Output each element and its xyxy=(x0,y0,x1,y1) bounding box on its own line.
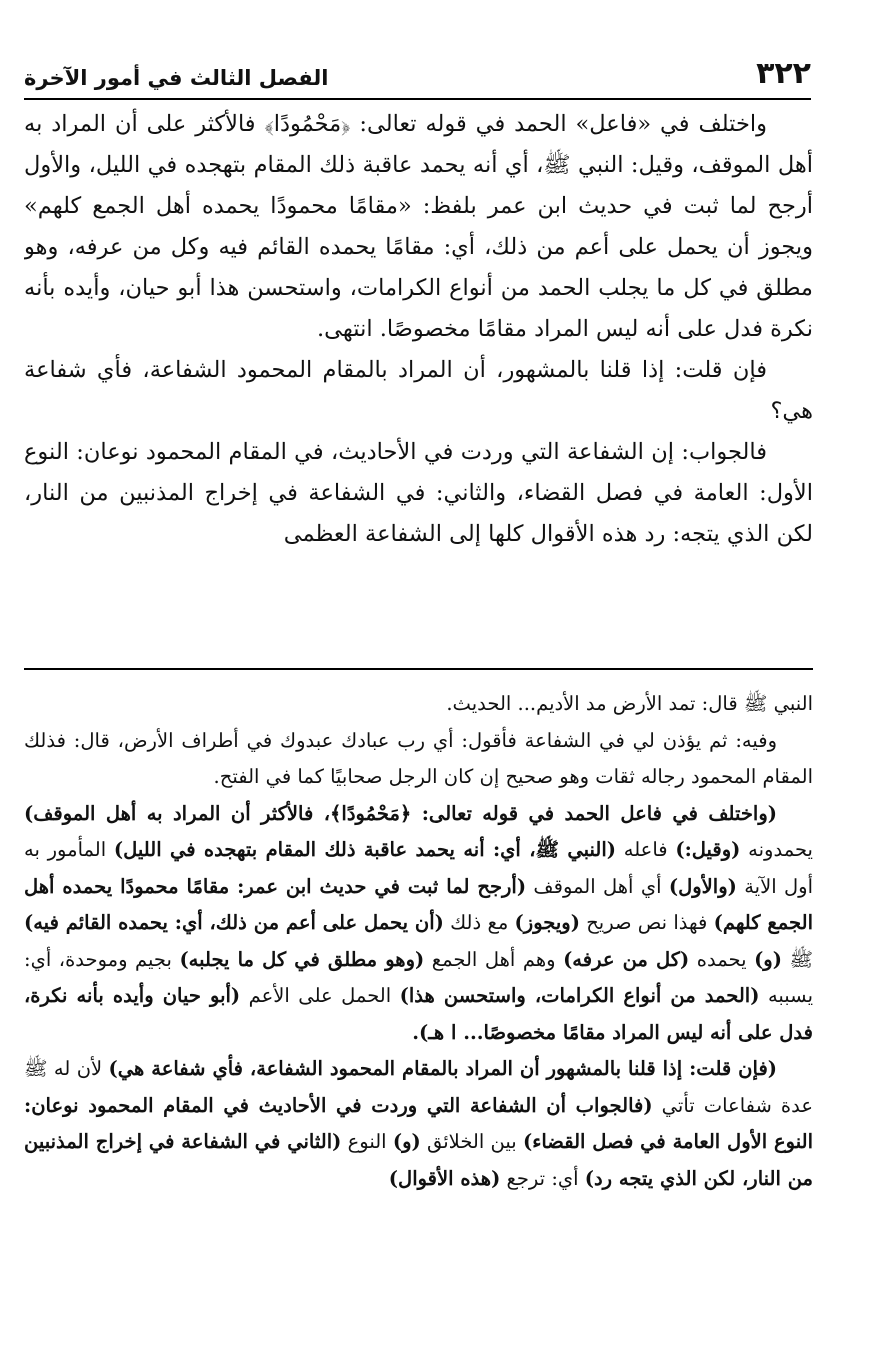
commentary-segment: الحمل على الأعم xyxy=(240,984,400,1007)
commentary-segment: (وقيل:) xyxy=(675,838,741,861)
page-number: ٣٢٢ xyxy=(756,56,811,91)
commentary-segment: النوع xyxy=(341,1130,393,1153)
commentary-segment: يحمدونه xyxy=(740,838,813,861)
commentary-segment: فهذا نص صريح xyxy=(579,911,714,934)
commentary-segment: ﷺ xyxy=(781,947,813,971)
commentary-segment: المأمور به أول الآية xyxy=(24,838,813,898)
commentary-segment: (فإن قلت: إذا قلنا بالمشهور أن المراد بالمقام المحمود الشفاعة، فأي شفاعة هي) xyxy=(108,1057,777,1080)
commentary-segment: أي: ترجع xyxy=(500,1166,585,1190)
commentary-segment: (ويجوز) xyxy=(514,911,580,934)
footnote-separator xyxy=(24,668,813,670)
running-title: الفصل الثالث في أمور الآخرة xyxy=(24,66,329,90)
commentary-segment: (و) xyxy=(392,1130,421,1153)
commentary-segment: (هذه الأقوال) xyxy=(388,1166,501,1190)
commentary-segment: بجيم وموحدة، أي: يسببه xyxy=(24,947,813,1007)
commentary-segment: وهم أهل الجمع xyxy=(424,947,564,971)
commentary-segment: (أرجح لما ثبت في حديث ابن عمر: مقامًا محمودًا يحمده أهل الجمع كلهم) xyxy=(24,874,813,934)
commentary-segment: (وهو مطلق في كل ما يجلبه) xyxy=(179,947,425,971)
page-header xyxy=(24,40,811,100)
commentary-segment: (الثاني في الشفاعة في إخراج المذنبين من النار، لكن الذي يتجه رد) xyxy=(24,1130,813,1190)
commentary-segment: لأن له ﷺ عدة شفاعات تأتي xyxy=(24,1057,813,1117)
commentary-segment: (أبو حيان وأيده بأنه نكرة، فدل على أنه ليس المراد مقامًا مخصوصًا... ا هـ). xyxy=(24,984,813,1044)
commentary-segment: أي أهل الموقف xyxy=(526,874,669,898)
main-paragraph-2: فإن قلت: إذا قلنا بالمشهور، أن المراد بالمقام المحمود الشفاعة، فأي شفاعة هي؟ xyxy=(24,357,813,424)
commentary-segment: (أن يحمل على أعم من ذلك، أي: يحمده القائم فيه) xyxy=(24,911,444,934)
commentary-paragraph-4 xyxy=(24,1051,813,1197)
commentary-segment: مع ذلك xyxy=(443,911,515,934)
commentary-segment: (واختلف في فاعل الحمد في قوله تعالى: ﴿مَحْمُودًا﴾، فالأكثر أن المراد به أهل الموقف) xyxy=(24,801,777,825)
commentary-paragraph-3 xyxy=(24,796,813,1052)
main-text xyxy=(24,104,813,650)
commentary-segment: (فالجواب أن الشفاعة التي وردت في الأحاديث في المقام المحمود نوعان: النوع الأول العامة في فصل القضاء) xyxy=(24,1093,813,1153)
commentary-segment: بين الخلائق xyxy=(420,1130,523,1153)
commentary-segment: (و) xyxy=(754,947,782,971)
commentary-segment: يحمده xyxy=(689,947,755,971)
commentary-segment: فاعله xyxy=(616,838,676,861)
commentary-segment: (النبي ﷺ، أي: أنه يحمد عاقبة ذلك المقام بتهجده في الليل) xyxy=(113,838,617,861)
main-paragraph-3: فالجواب: إن الشفاعة التي وردت في الأحاديث، في المقام المحمود نوعان: النوع الأول: العامة في فصل القضاء، والثاني: في الشفاعة في إخراج المذنبين من النار، لكن الذي يتجه: رد هذه الأقوال كلها إلى الشفاعة العظمى xyxy=(24,439,813,547)
commentary-segment: (والأول) xyxy=(668,874,737,898)
commentary-segment: (الحمد من أنواع الكرامات، واستحسن هذا) xyxy=(399,984,760,1007)
commentary-paragraph-2: وفيه: ثم يؤذن لي في الشفاعة فأقول: أي رب عبادك عبدوك في أطراف الأرض، قال: فذلك المقام المحمود رجاله ثقات وهو صحيح إن كان الرجل صحابيًا كما في الفتح. xyxy=(24,728,813,788)
main-paragraph-1: واختلف في «فاعل» الحمد في قوله تعالى: ﴿مَحْمُودًا﴾ فالأكثر على أن المراد به أهل الموقف، وقيل: النبي ﷺ، أي أنه يحمد عاقبة ذلك المقام بتهجده في الليل، والأول أرجح لما ثبت في حديث ابن عمر بلفظ: «مقامًا محمودًا يحمده أهل الجمع كلهم» ويجوز أن يحمل على أعم من ذلك، أي: مقامًا يحمده القائم فيه وكل من عرفه، وهو مطلق في كل ما يجلب الحمد من أنواع الكرامات، واستحسن هذا أبو حيان، وأيده بأنه نكرة فدل على أنه ليس المراد مقامًا مخصوصًا. انتهى. xyxy=(24,111,813,342)
commentary-text xyxy=(24,686,813,1306)
commentary-segment: (كل من عرفه) xyxy=(563,947,690,971)
commentary-paragraph-1: النبي ﷺ قال: تمد الأرض مد الأديم... الحديث. xyxy=(446,692,813,715)
